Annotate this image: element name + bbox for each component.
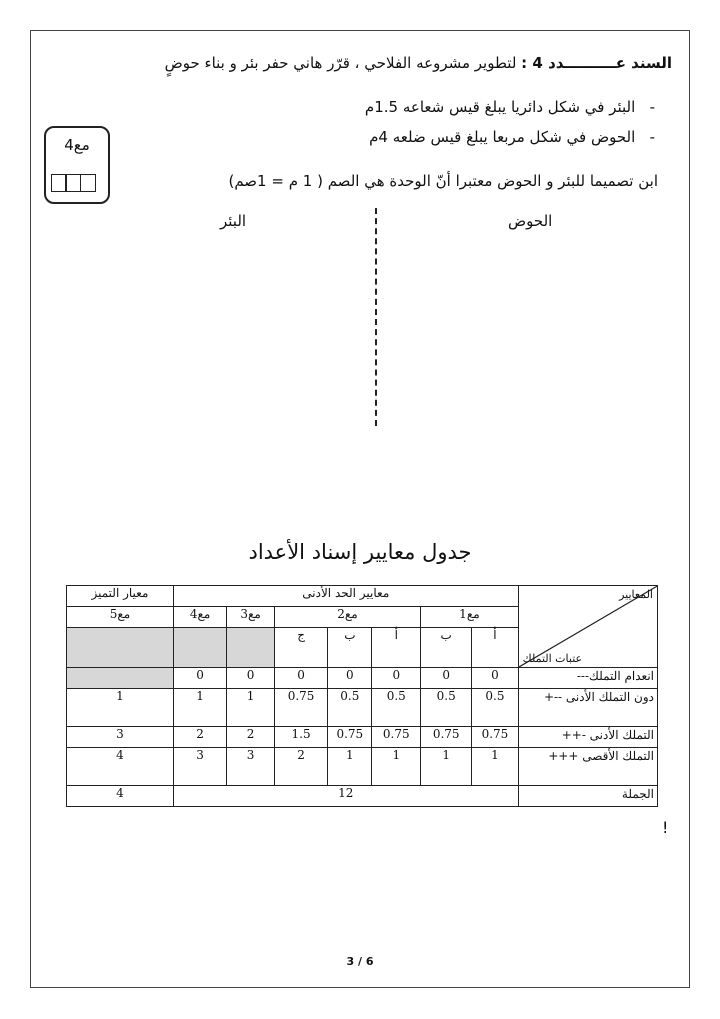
table-cell: 0.5 [421,689,472,727]
sub-j: ج [274,628,327,668]
score-box [80,174,96,192]
header-label: السند عــــــــــدد 4 : [521,54,672,72]
row-label: دون التملك الأدنى --+ [518,689,657,727]
c2-header: مع2 [274,607,420,628]
table-cell: 1.5 [274,727,327,748]
c1-header: مع1 [421,607,519,628]
c3-header: مع3 [227,607,275,628]
c5-header: مع5 [67,607,174,628]
table-cell: 0.75 [421,727,472,748]
table-cell: 0.5 [372,689,421,727]
table-cell: 0.5 [472,689,518,727]
group-excellence-header: معيار التميز [67,586,174,607]
table-cell: 0 [328,668,372,689]
corner-bottom-label: عتبات التملك [522,652,583,665]
row-label: التملك الأدنى -++ [518,727,657,748]
table-cell: 1 [372,748,421,786]
corner-top-label: المعايير [619,588,653,601]
header-text: لتطوير مشروعه الفلاحي ، قرّر هاني حفر بئر و بناء حوضٍ [164,54,517,72]
table-cell: 0.5 [328,689,372,727]
sub-a: أ [472,628,518,668]
score-boxes [52,174,96,192]
row-label: انعدام التملك--- [518,668,657,689]
table-cell: 1 [173,689,226,727]
shaded-cell [173,628,226,668]
table-cell: 0.75 [472,727,518,748]
label-well: البئر [220,212,247,230]
dashed-separator [375,208,377,426]
table-cell: 2 [274,748,327,786]
table-cell: 1 [328,748,372,786]
row-label: التملك الأقصى +++ [518,748,657,786]
criteria-table [66,585,658,807]
bullet-well: - البئر في شكل دائريا يبلغ قيس شعاعه 1.5م [364,98,655,116]
table-cell: 4 [67,748,174,786]
group-min-header: معايير الحد الأدنى [173,586,518,607]
shaded-cell [227,628,275,668]
stray-mark: ! [662,818,669,837]
total-excellence: 4 [67,786,174,807]
table-cell: 2 [173,727,226,748]
table-cell: 0 [173,668,226,689]
label-basin: الحوض [508,212,553,230]
total-label: الجملة [518,786,657,807]
corner-cell [518,586,657,668]
instruction: ابن تصميما للبئر و الحوض معتبرا أنّ الوحدة هي الصم ( 1 م = 1صم) [228,172,658,190]
table-cell: 1 [67,689,174,727]
document-header [52,54,672,72]
total-min: 12 [173,786,518,807]
table-cell: 1 [227,689,275,727]
table-cell: 2 [227,727,275,748]
sub-a: أ [372,628,421,668]
table-cell: 0 [274,668,327,689]
c4-header: مع4 [173,607,226,628]
table-title: جدول معايير إسناد الأعداد [248,540,472,564]
sub-b: ب [328,628,372,668]
table-cell: 0.75 [372,727,421,748]
criterion-badge [44,126,110,204]
shaded-cell [67,628,174,668]
table-cell: 0.75 [274,689,327,727]
table-cell: 1 [421,748,472,786]
table-cell: 3 [67,727,174,748]
table-cell [67,668,174,689]
bullet-basin: - الحوض في شكل مربعا يبلغ قيس ضلعه 4م [369,128,655,146]
table-cell: 3 [173,748,226,786]
table-cell: 0 [372,668,421,689]
sub-b: ب [421,628,472,668]
table-cell: 0 [227,668,275,689]
badge-label: مع4 [64,136,90,154]
table-cell: 3 [227,748,275,786]
table-cell: 0.75 [328,727,372,748]
table-cell: 0 [421,668,472,689]
page-number: 3 / 6 [346,955,374,968]
table-cell: 0 [472,668,518,689]
table-cell: 1 [472,748,518,786]
